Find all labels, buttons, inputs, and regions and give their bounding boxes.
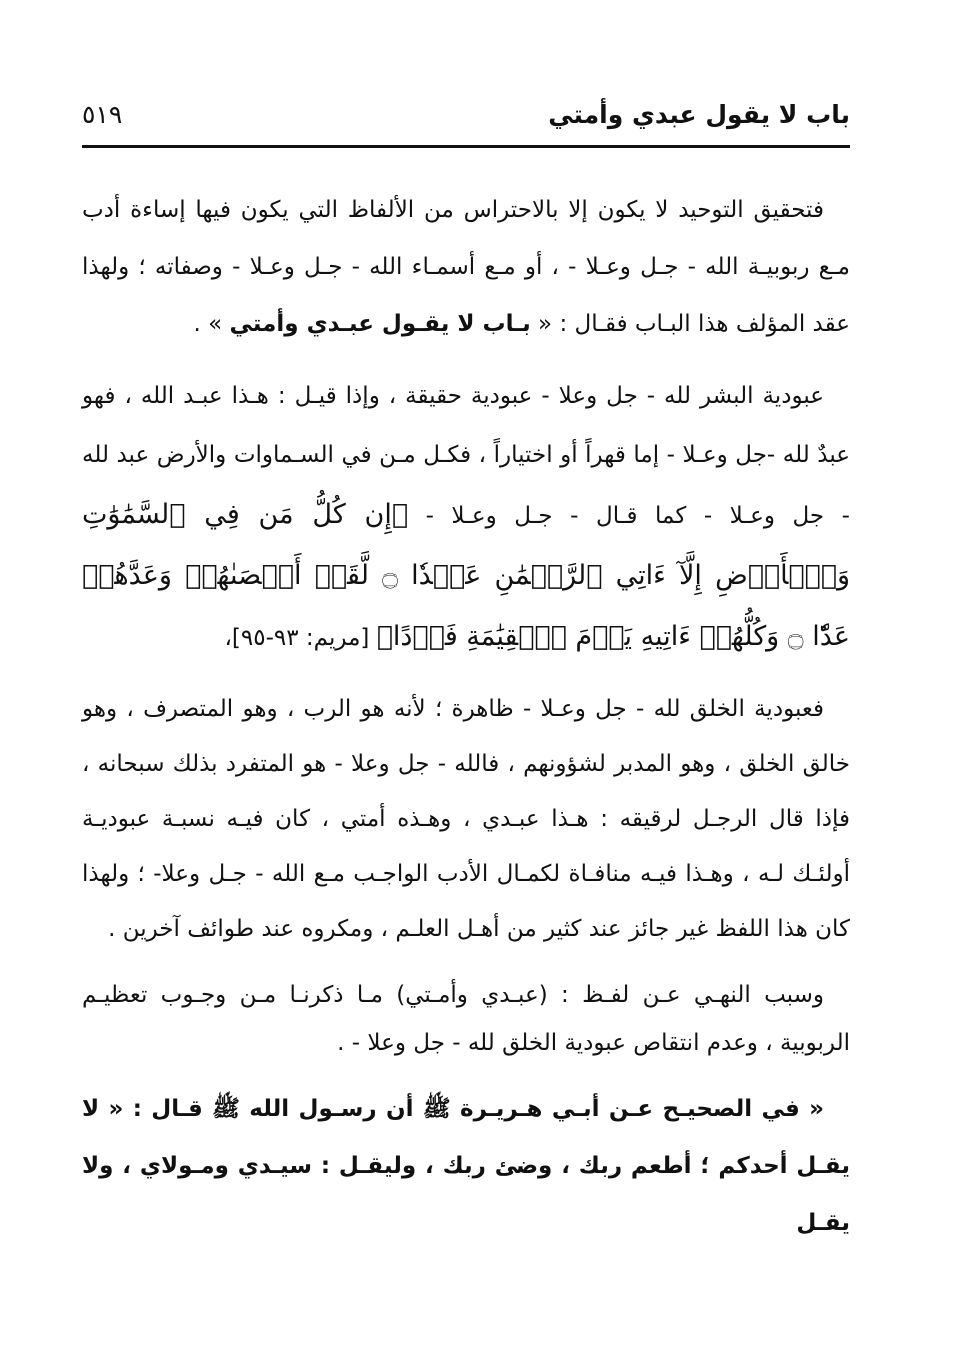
header-divider: [82, 145, 850, 148]
quran-verse: ﴿إِن كُلُّ مَن فِي ٱلسَّمَٰوَٰتِ وَٱلۡأَرۡضِ إِلَّآ ءَاتِي ٱلرَّحۡمَٰنِ عَبۡدٗا ۝ لَّقَدۡ أَحۡصَىٰهُمۡ وَعَدَّهُمۡ عَدّٗا ۝ وَكُلُّهُمۡ ءَاتِيهِ يَوۡمَ ٱلۡقِيَٰمَةِ فَرۡدًا﴾: [82, 499, 850, 652]
chapter-title: باب لا يقول عبدي وأمتي: [548, 100, 850, 129]
paragraph: [82, 682, 850, 957]
paragraph-text: فتحقيق التوحيد لا يكون إلا بالاحتراس من الألفاظ التي يكون فيها إساءة أدب مـع ربوبيـة الله - جـل وعـلا - ، أو مـع أسمـاء الله - جـل وعـلا - وصفاته ؛ ولهذا عقد المؤلف هذا البـاب فقـال : «: [82, 197, 850, 337]
chapter-heading-quote: بـاب لا يقـول عبـدي وأمتي: [229, 311, 531, 337]
paragraph: [82, 367, 850, 668]
verse-citation: [مريم: ٩٣-٩٥]،: [224, 625, 370, 651]
paragraph: [82, 971, 850, 1067]
paragraph-text: فعبودية الخلق لله - جل وعـلا - ظاهرة ؛ لأنه هو الرب ، وهو المتصرف ، وهو خالق الخلق ، وهو المدبر لشؤونهم ، فالله - جل وعلا - هو المتفرد بذلك سبحانه ، فإذا قال الرجـل لرقيقه : هـذا عبـدي ، وهـذه أمتي ، كان فيـه نسبـة عبوديـة أولئـك لـه ، وهـذا فيـه منافـاة لكمـال الأدب الواجـب مـع الله - جـل وعلا- ؛ ولهذا كان هذا اللفظ غير جائز عند كثير من أهـل العلـم ، ومكروه عند طوائف آخرين .: [82, 696, 850, 942]
paragraph: [82, 1081, 850, 1252]
page-header: [82, 96, 850, 140]
page-body: [82, 182, 850, 1266]
paragraph-text: » .: [193, 311, 230, 337]
paragraph: [82, 182, 850, 353]
paragraph-text: وسبب النهـي عـن لفـظ : (عبـدي وأمـتي) مـا ذكرنـا مـن وجـوب تعظيـم الربوبية ، وعدم انتقاص عبودية الخلق لله - جل وعلا - .: [82, 982, 850, 1056]
hadith-text: « في الصحيـح عـن أبـي هـريـرة ﷺ أن رسـول الله ﷺ قـال : « لا يقـل أحدكم ؛ أطعم ربك ، وضئ ربك ، وليقـل : سيـدي ومـولاي ، ولا يقـل: [82, 1096, 850, 1236]
paragraph-text: عبودية البشر لله - جل وعلا - عبودية حقيقة ، وإذا قيـل : هـذا عبـد الله ، فهو عبدٌ لله -جل وعـلا - إما قهراً أو اختياراً ، فكـل مـن في السـماوات والأرض عبد لله - جل وعـلا - كما قـال - جـل وعـلا -: [82, 383, 850, 529]
page-number: ٥١٩: [82, 100, 123, 129]
